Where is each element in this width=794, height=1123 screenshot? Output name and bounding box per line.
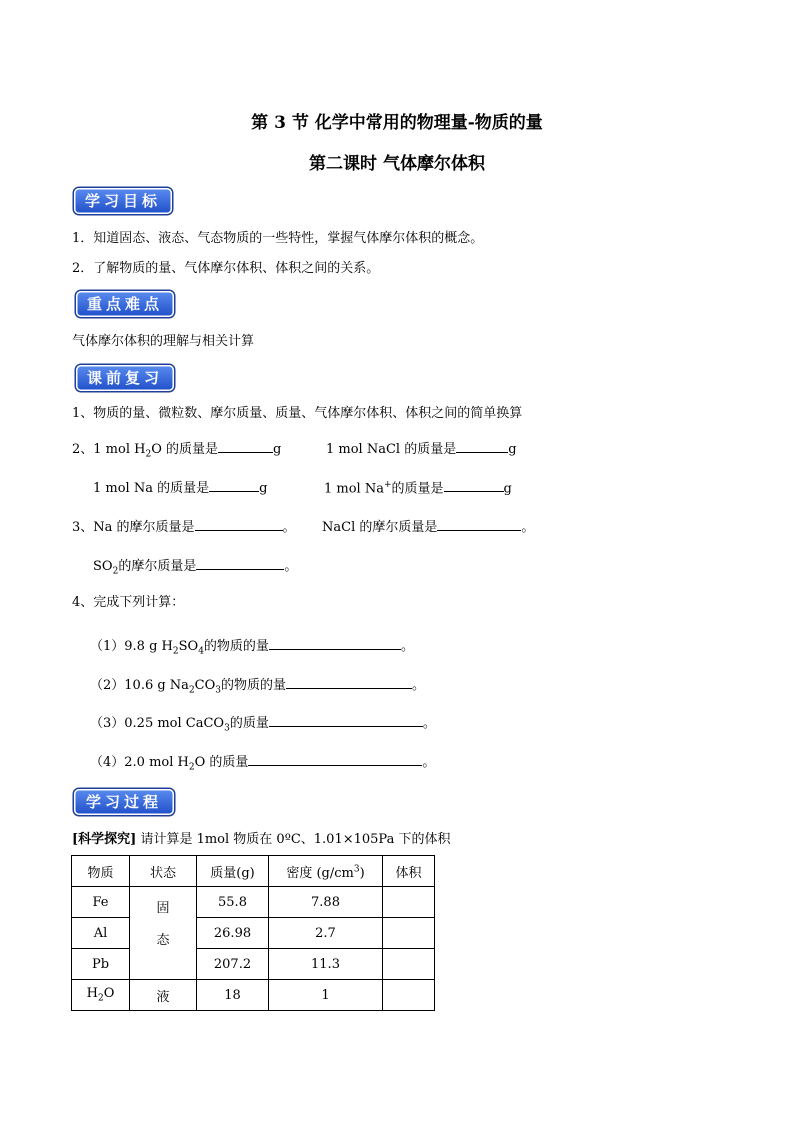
review-question-3b: NaCl 的摩尔质量是 。 (322, 516, 534, 536)
keypoint-text: 气体摩尔体积的理解与相关计算 (72, 334, 255, 349)
answer-blank[interactable] (444, 477, 504, 492)
explore-tag: [科学探究] (72, 832, 137, 847)
section-badge-review: 课前复习 (76, 365, 174, 391)
cell-density: 11.3 (269, 949, 383, 980)
review-question-3c: $SO_2$的摩尔质量是 。 (93, 555, 297, 580)
answer-blank[interactable] (248, 751, 422, 766)
cell-mass: 55.8 (197, 887, 269, 918)
answer-blank[interactable] (195, 516, 283, 531)
cell-mass: 207.2 (197, 949, 269, 980)
review-question-4-3: （3）0.25 mol CaCO$_3$的质量 。 (90, 712, 436, 737)
review-question-4: 4、完成下列计算： (72, 595, 185, 610)
cell-mass: 26.98 (197, 918, 269, 949)
table-row (72, 918, 435, 949)
data-table (71, 855, 435, 1011)
review-question-3a: 3、Na 的摩尔质量是 。 (72, 516, 296, 536)
answer-blank[interactable] (286, 674, 412, 689)
table-row (72, 887, 435, 918)
table-header-row (72, 856, 435, 887)
review-question-4-1: （1）9.8 g $H_2SO_4$的物质的量 。 (90, 635, 414, 660)
review-question-4-2: （2）10.6 g $Na_2CO_3$的物质的量 。 (90, 674, 425, 699)
review-question-2b: 1 mol NaCl 的质量是 g (326, 438, 517, 458)
header-substance: 物质 (72, 856, 130, 887)
cell-substance: Fe (72, 887, 130, 918)
answer-blank[interactable] (437, 516, 521, 531)
goal-item-2: 2．了解物质的量、气体摩尔体积、体积之间的关系。 (72, 261, 380, 276)
cell-volume[interactable] (383, 918, 435, 949)
review-question-1: 1、物质的量、微粒数、摩尔质量、质量、气体摩尔体积、体积之间的简单换算 (72, 406, 523, 421)
cell-state-solid: 固 态 (130, 887, 197, 980)
header-density: 密度 $(g/cm^3)$ (269, 856, 383, 887)
goal-item-1: 1．知道固态、液态、气态物质的一些特性，掌握气体摩尔体积的概念。 (72, 231, 484, 246)
explore-instruction (72, 832, 450, 848)
header-state: 状态 (130, 856, 197, 887)
cell-substance: Al (72, 918, 130, 949)
cell-density: 1 (269, 980, 383, 1011)
answer-blank[interactable] (209, 477, 259, 492)
answer-blank[interactable] (196, 555, 284, 570)
cell-volume[interactable] (383, 949, 435, 980)
answer-blank[interactable] (269, 712, 423, 727)
section-badge-keypoints: 重点难点 (76, 291, 174, 317)
table-row (72, 980, 435, 1011)
answer-blank[interactable] (218, 438, 273, 453)
section-badge-process: 学习过程 (74, 789, 174, 815)
cell-volume[interactable] (383, 980, 435, 1011)
section-badge-goals: 学习目标 (74, 188, 172, 214)
cell-density: 7.88 (269, 887, 383, 918)
cell-substance: $H_2O$ (72, 980, 130, 1011)
answer-blank[interactable] (269, 635, 401, 650)
review-question-2c: 1 mol Na 的质量是 g (93, 477, 267, 497)
review-question-2d: 1 mol Na+的质量是 g (324, 477, 512, 497)
header-volume: 体积 (383, 856, 435, 887)
page-title: 第 3 节 化学中常用的物理量-物质的量 (251, 113, 543, 133)
answer-blank[interactable] (456, 438, 508, 453)
header-mass: 质量(g) (197, 856, 269, 887)
cell-density: 2.7 (269, 918, 383, 949)
cell-volume[interactable] (383, 887, 435, 918)
explore-text: 请计算是 1mol 物质在 0ºC、1.01×105Pa 下的体积 (140, 832, 451, 847)
review-question-2a: 2、1 mol $H_2O$ 的质量是 g (72, 438, 281, 463)
cell-state-liquid: 液 (130, 980, 197, 1011)
page-subtitle: 第二课时 气体摩尔体积 (309, 154, 485, 174)
cell-substance: Pb (72, 949, 130, 980)
review-question-4-4: （4）2.0 mol $H_2O$ 的质量 。 (90, 751, 435, 776)
cell-mass: 18 (197, 980, 269, 1011)
table-row (72, 949, 435, 980)
